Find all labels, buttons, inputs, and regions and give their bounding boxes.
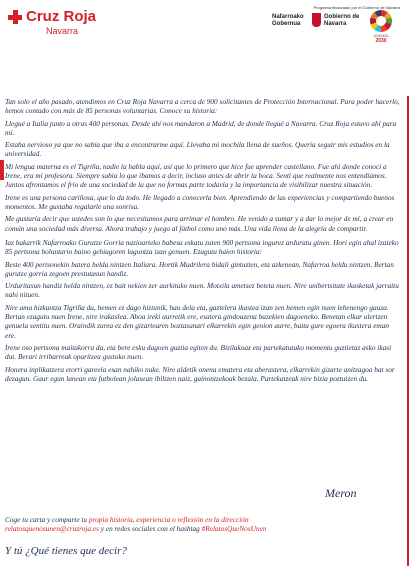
paragraph: Urduritasun handiz helda nintzen, ez bait nekien zer aurkituko nuen. Motxila ametsez beteta nuen. Nire unibertsitate ikasketak jarraitu nahi nituen. — [5, 281, 399, 300]
agenda-2030-icon — [370, 10, 392, 32]
agenda-year: 2030 — [375, 38, 387, 44]
gov-spanish-name: Gobierno de Navarra — [324, 14, 360, 27]
agenda-label: AGENDA — [373, 34, 389, 38]
paragraph: Mi lengua materna es el Tigriña, nadie la habla aquí, así que lo primero que hice fue aprender castellano. Fue ahí donde conocí a Irene, era mi profesora. Siempre sabía lo que íbamos a decir, incluso antes de abrir la boca. Sentí que realmente nos entendíamos. Juntos afrontamos el frío de una sociedad de la que no formas parte todavía y la importancia de visibilizar nuestra situación. — [5, 161, 387, 190]
cta-text: y en redes sociales con el hashtag — [98, 523, 202, 533]
letter-basque — [5, 238, 401, 386]
cta-line-2 — [5, 525, 401, 534]
letter-spanish — [5, 97, 401, 236]
paragraph: Me gustaría decir que ustedes son lo que necesitamos para arrimar el hombro. He venido a sumar y a dar lo mejor de mí, a crear en común una sociedad más diversa. Ahora trabajo y juego al fútbol como uno más. Una vida llena de la alegría de compartir. — [5, 214, 394, 233]
closing-question: Y tú ¿Qué tienes que decir? — [5, 545, 127, 557]
paragraph: Nire ama hizkuntza Tigriña da, hemen ez dago hiztunik, hau dela eta, gaztelera ikastea izan zen hemen egin nuen lehenengo gauza. Bertan ezagutu nuen Irene, nire irakaslea. Ahoa ireki aurretik ere, esatera gindoazena bazekien dagoeneko. Benetan elkar ulertzen genuela sentitu nuen. Oraindik zurea ez den gizartearen hoztasunari elkarrekin egin genion aurre, baita gure egoera ikustera eman ere. — [5, 302, 389, 340]
call-to-action — [5, 516, 401, 534]
story-link[interactable]: propia historia, experiencia o reflexión en la dirección — [88, 515, 249, 524]
paragraph: Irene oso pertsona maitakorra da, eta bere esku dagoen guztia egiten du. Bizilakoaz eta partekatutako momentu guztietaz asko ikasi dut. Berari irribarreak oparitzea gustoko nuen. — [5, 342, 392, 362]
paragraph: Beste 400 pertsonekin batera helda nintzen Italiara. Hortik Madrilera bidali gintuzten, eta azkenean, Nafarroa heldu nintzen. Bertan gurutze gorria zegoen prestutasun handiz. — [5, 259, 394, 278]
funding-note: Programa financiado por el Gobierno de Navarra — [313, 5, 400, 10]
cta-text: Coge tu carta y comparte tu — [5, 515, 89, 524]
signature: Meron — [325, 486, 357, 500]
page-header — [0, 0, 414, 50]
paragraph: Iaz bakarrik Nafarroako Gurutze Gorria nazioarteko babesa eskatu zuten 900 pertsona ingurez arduratu ginen. Hori egin ahal izateko 85 pertsona boluntario baino gehiagoren laguntza izan genuen. Ezagutu haien historia: — [5, 238, 399, 257]
gov-basque-name: Nafarroako Gobernua — [272, 14, 304, 27]
brand-region: Navarra — [46, 26, 79, 36]
right-red-border — [407, 96, 409, 566]
paragraph: Honera inplikatzera etorri gareela esan nahiko nuke. Nire aldetik onena ematera eta aberastera, elkarrekin gizarte anitzagoa bat sor dezagun. Gaur egun lanean eta futbolean jolasean ibiltzen naiz, gainontzekoak bezala. Partekatzeak nire bizia poztutzen du. — [5, 364, 395, 383]
paragraph: Tan solo el año pasado, atendimos en Cruz Roja Navarra a cerca de 900 solicitantes de Protección Internacional. Para poder hacerlo, hemos contado con más de 85 personas voluntarias. Conoce su historia: — [5, 97, 400, 116]
paragraph: Estaba nervioso ya que no sabía que iba a encontrarme aquí. Llevaba mi mochila llena de sueños. Quería seguir mis estudios en la universidad. — [5, 140, 390, 159]
navarra-shield-icon — [312, 13, 321, 27]
email-link[interactable]: relatosquenosunen@cruzroja.es — [5, 523, 99, 533]
hashtag-link[interactable]: #RelatosQueNosUnen — [201, 523, 267, 533]
red-cross-icon — [8, 10, 22, 24]
paragraph: Irene es una persona cariñosa, que lo da todo. He llegado a conocerla bien. Aprendiendo de las experiencias y compartiendo buenos momentos. Me gustaba regalarle una sonrisa. — [5, 192, 395, 211]
brand-name: Cruz Roja — [26, 8, 97, 25]
paragraph: Llegué a Italia junto a otras 400 personas. Desde ahí nos mandaron a Madrid, de donde llegué a Navarra. Cruz Roja estuvo ahí para mí. — [5, 118, 397, 137]
left-red-strip — [0, 160, 4, 180]
